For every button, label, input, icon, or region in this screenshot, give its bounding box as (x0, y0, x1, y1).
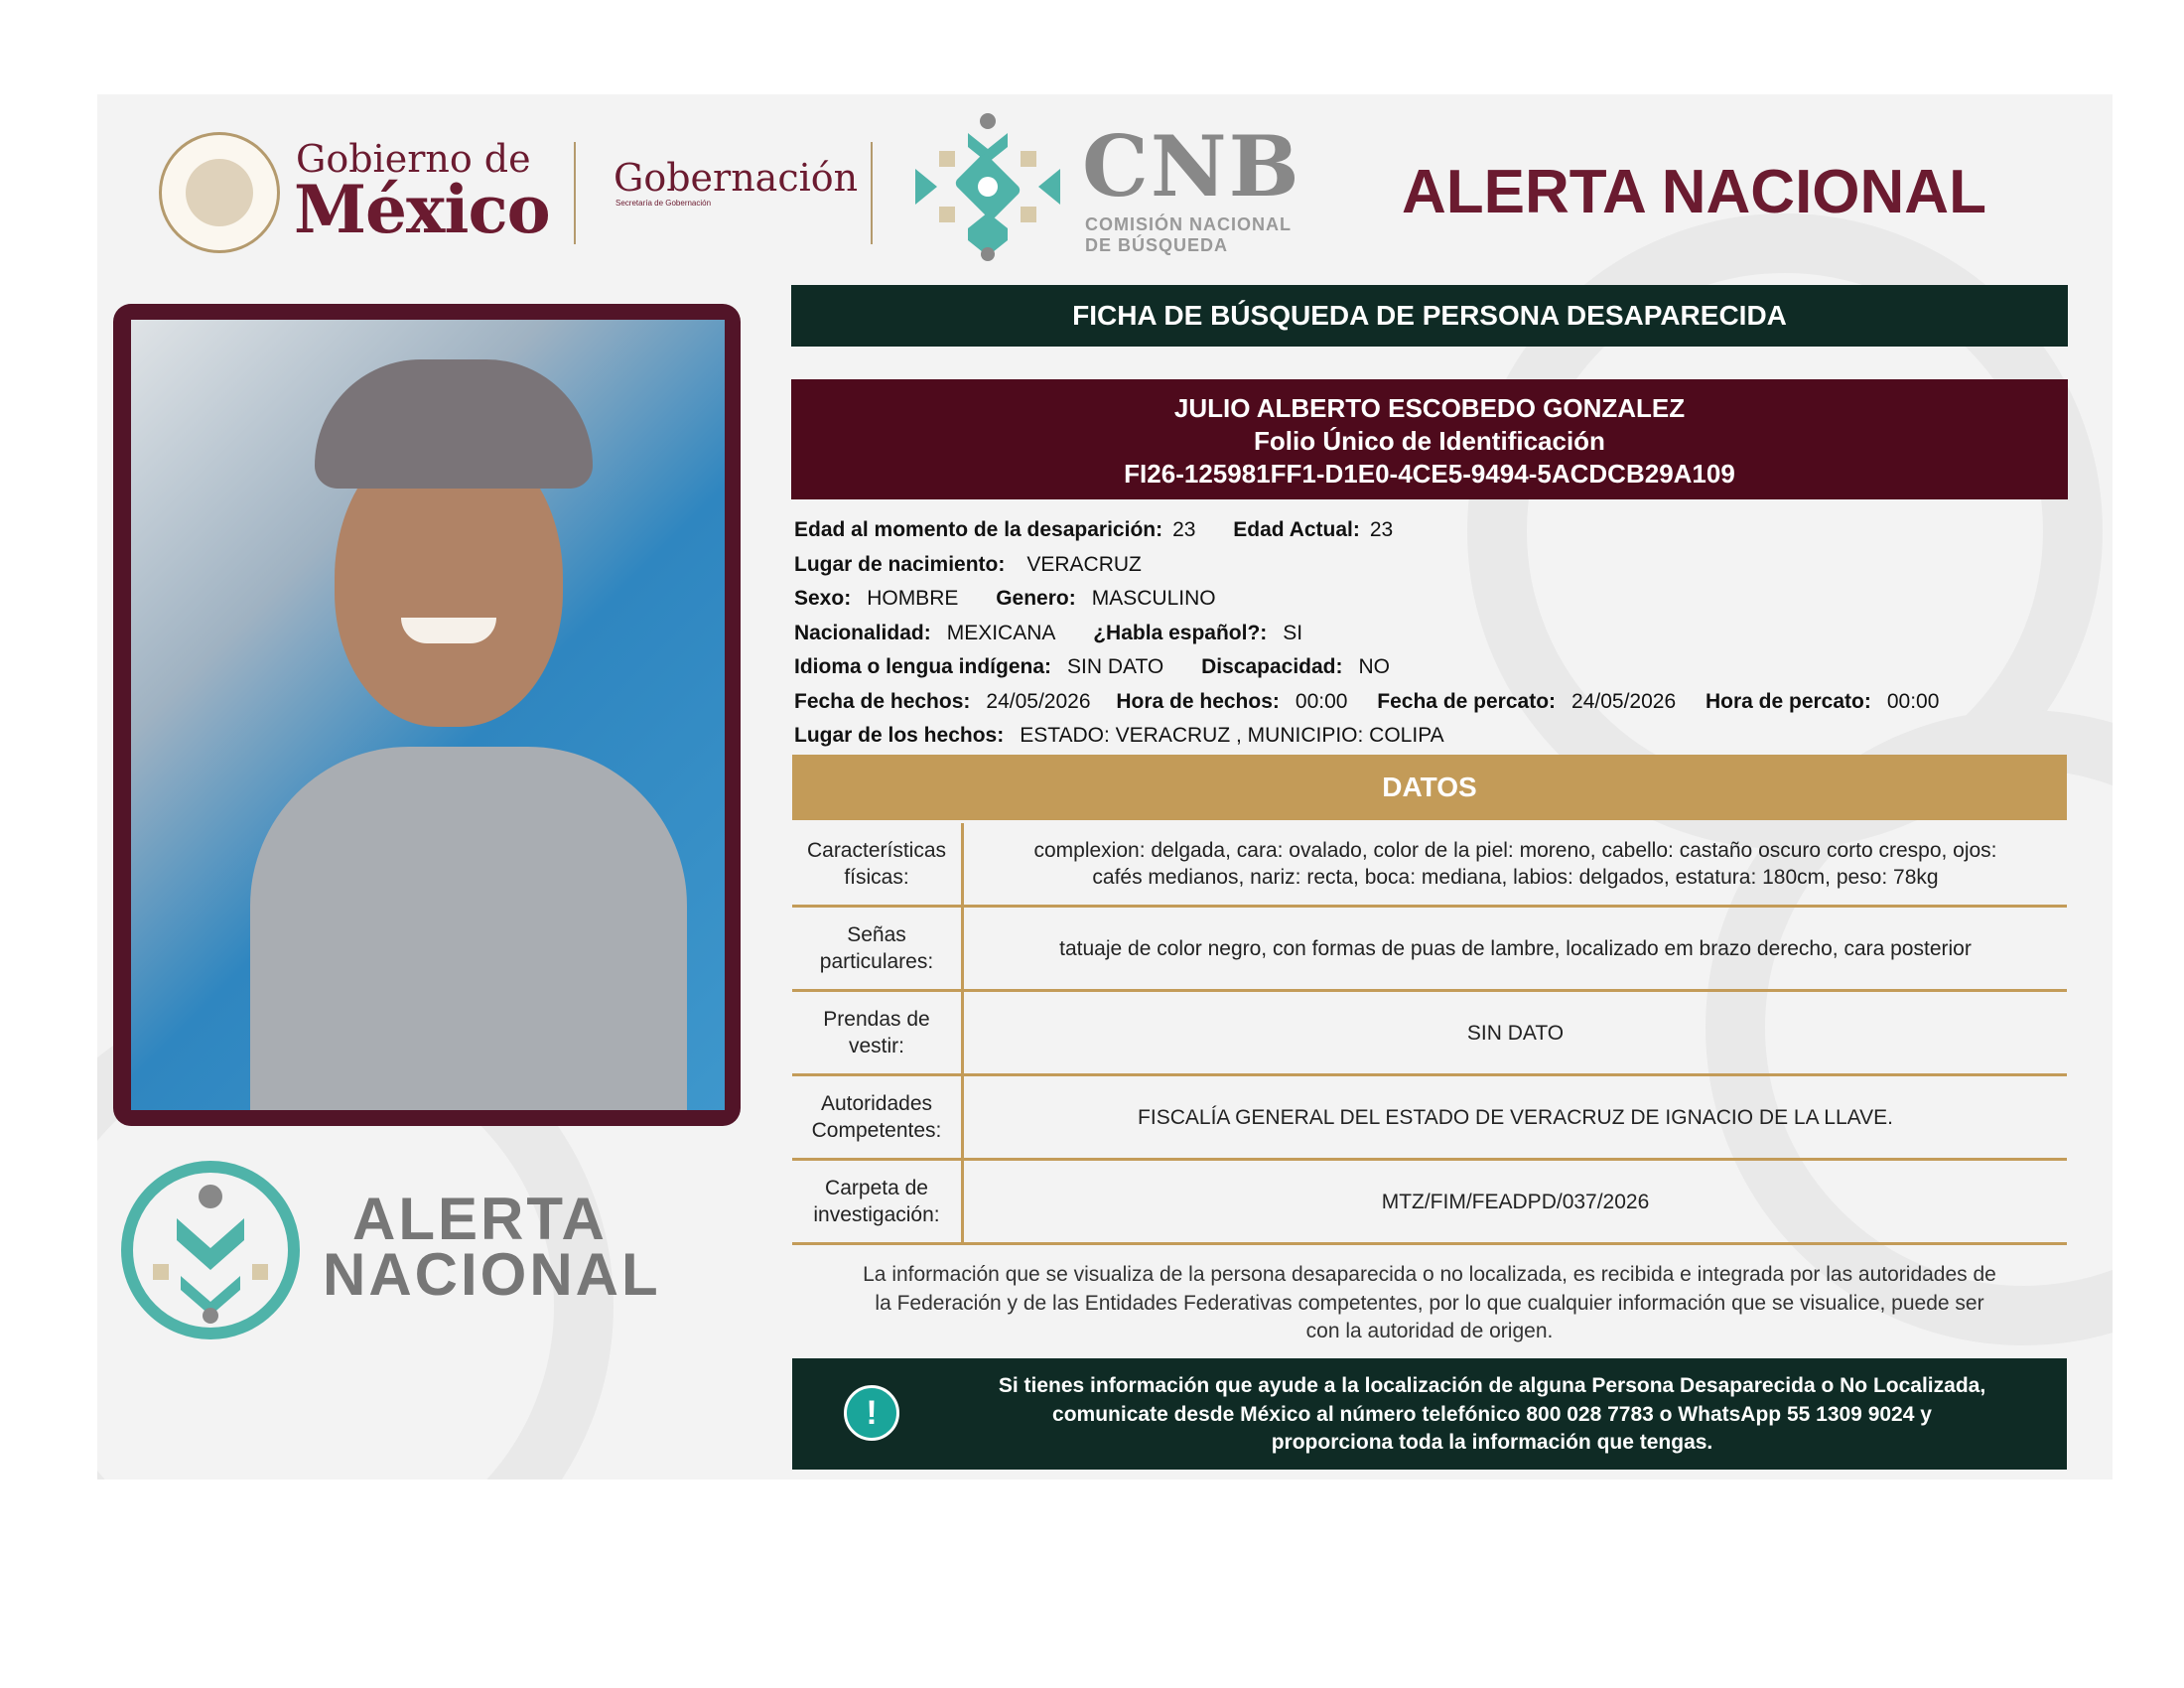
cnb-subtitle: COMISIÓN NACIONAL DE BÚSQUEDA (1085, 214, 1292, 255)
secretaria-text: Secretaría de Gobernación (615, 199, 712, 208)
gobernacion-text: Gobernación (614, 156, 859, 200)
mexico-text: México (294, 171, 550, 248)
cnb-logo-icon (903, 107, 1072, 266)
exclamation-icon: ! (844, 1385, 899, 1441)
contact-bar (792, 1358, 2067, 1470)
person-name-box (791, 379, 2068, 499)
header-divider (574, 142, 576, 244)
cnb-title: CNB (1082, 117, 1301, 215)
datos-row-carpeta (792, 1161, 2067, 1245)
contact-text: Si tienes información que ayude a la localización de alguna Persona Desaparecida o No Localizada, comunicate desde México al número telefónico 800 028 7783 o WhatsApp 55 1309 9024 y proporciona toda la información que tengas. (998, 1374, 1986, 1454)
alerta-nacional-title: ALERTA NACIONAL (1402, 158, 1986, 226)
datos-row-autoridades (792, 1076, 2067, 1161)
datos-row-caracteristicas (792, 823, 2067, 908)
datos-header: DATOS (792, 755, 2067, 820)
datos-row-senas (792, 908, 2067, 992)
disclaimer-text: La información que se visualiza de la persona desaparecida o no localizada, es recibida e integrada por las autoridades de la Federación y de las Entidades Federativas competentes, por lo que cualquier información que se visualice, puede ser con la autoridad de origen. (863, 1263, 1996, 1342)
datos-label: Características físicas: (792, 823, 964, 905)
person-photo (131, 320, 725, 1110)
info-row: Edad al momento de la desaparición: 23 Edad Actual: 23 (794, 518, 1394, 541)
info-row: Nacionalidad: MEXICANA ¿Habla español?: SI (794, 621, 1303, 644)
datos-value: SIN DATO (1466, 1021, 1565, 1045)
ficha-title-bar: FICHA DE BÚSQUEDA DE PERSONA DESAPARECIDA (791, 285, 2068, 347)
datos-label: Autoridades Competentes: (792, 1076, 964, 1158)
info-row: Fecha de hechos: 24/05/2026 Hora de hechos: 00:00 Fecha de percato: 24/05/2026 Hora de percato: 00:00 (794, 689, 1940, 713)
info-row: Lugar de los hechos: ESTADO: VERACRUZ , MUNICIPIO: COLIPA (794, 724, 1444, 747)
alerta-nacional-logo-icon (117, 1157, 304, 1343)
datos-value: tatuaje de color negro, con formas de puas de lambre, localizado em brazo derecho, cara posterior (1059, 936, 1972, 960)
datos-value: complexion: delgada, cara: ovalado, color de la piel: moreno, cabello: castaño oscuro corto crespo, ojos: cafés medianos, nariz: recta, boca: mediana, labios: delgados, estatura: 180cm, peso: 78kg (1033, 839, 1997, 889)
datos-value: MTZ/FIM/FEADPD/037/2026 (1381, 1190, 1650, 1213)
info-row: Idioma o lengua indígena: SIN DATO Discapacidad: NO (794, 655, 1390, 678)
info-row: Sexo: HOMBRE Genero: MASCULINO (794, 587, 1216, 610)
mexico-seal-icon (159, 132, 280, 253)
datos-label: Carpeta de investigación: (792, 1161, 964, 1242)
datos-value: FISCALÍA GENERAL DEL ESTADO DE VERACRUZ DE IGNACIO DE LA LLAVE. (1138, 1105, 1893, 1129)
datos-row-prendas (792, 992, 2067, 1076)
gobierno-de-text: Gobierno de (296, 137, 531, 181)
folio-label: Folio Único de Identificación (1254, 426, 1605, 456)
alerta-nacional-logo-text: ALERTA NACIONAL (323, 1186, 661, 1308)
info-row: Lugar de nacimiento: VERACRUZ (794, 552, 1142, 576)
person-info (794, 513, 2075, 754)
header-divider (871, 142, 873, 244)
datos-label: Prendas de vestir: (792, 992, 964, 1073)
folio-value: FI26-125981FF1-D1E0-4CE5-9494-5ACDCB29A109 (1124, 459, 1735, 489)
person-name: JULIO ALBERTO ESCOBEDO GONZALEZ (1173, 393, 1686, 423)
datos-label: Señas particulares: (792, 908, 964, 989)
